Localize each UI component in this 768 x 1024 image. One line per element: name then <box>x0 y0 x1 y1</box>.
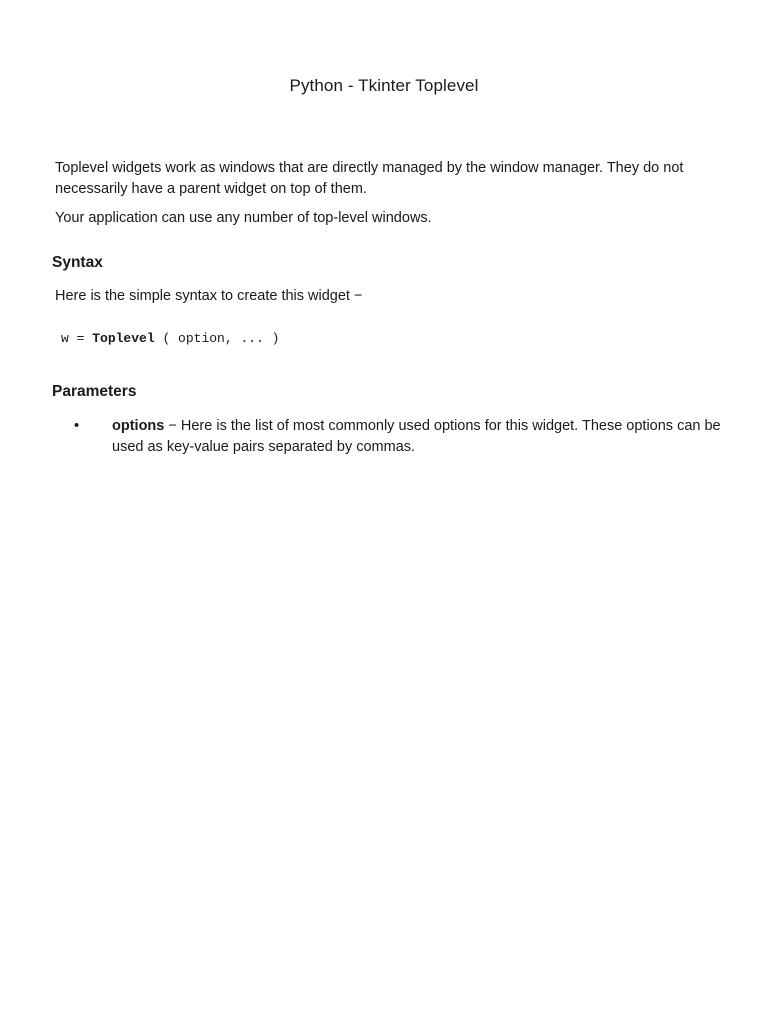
intro-paragraph: Your application can use any number of top-level windows. <box>55 210 432 226</box>
intro-section <box>55 158 723 229</box>
option-name: options <box>112 418 165 434</box>
syntax-description: Here is the simple syntax to create this widget − <box>55 288 363 304</box>
code-variable: w = <box>61 331 93 346</box>
list-item <box>74 416 724 458</box>
code-snippet <box>61 331 279 346</box>
bullet-icon: • <box>74 418 80 434</box>
intro-paragraph: Toplevel widgets work as windows that are directly managed by the window manager. They do not necessarily have a parent widget on top of them. <box>55 160 684 197</box>
page-title: Python - Tkinter Toplevel <box>289 76 479 95</box>
option-description: − Here is the list of most commonly used options for this widget. These options can be used as key-value pairs separated by commas. <box>112 418 721 455</box>
code-function: Toplevel <box>92 331 155 346</box>
parameters-list <box>74 416 724 458</box>
syntax-heading: Syntax <box>52 254 103 271</box>
code-arguments: ( option, ... ) <box>154 331 280 346</box>
parameters-heading: Parameters <box>52 383 137 400</box>
